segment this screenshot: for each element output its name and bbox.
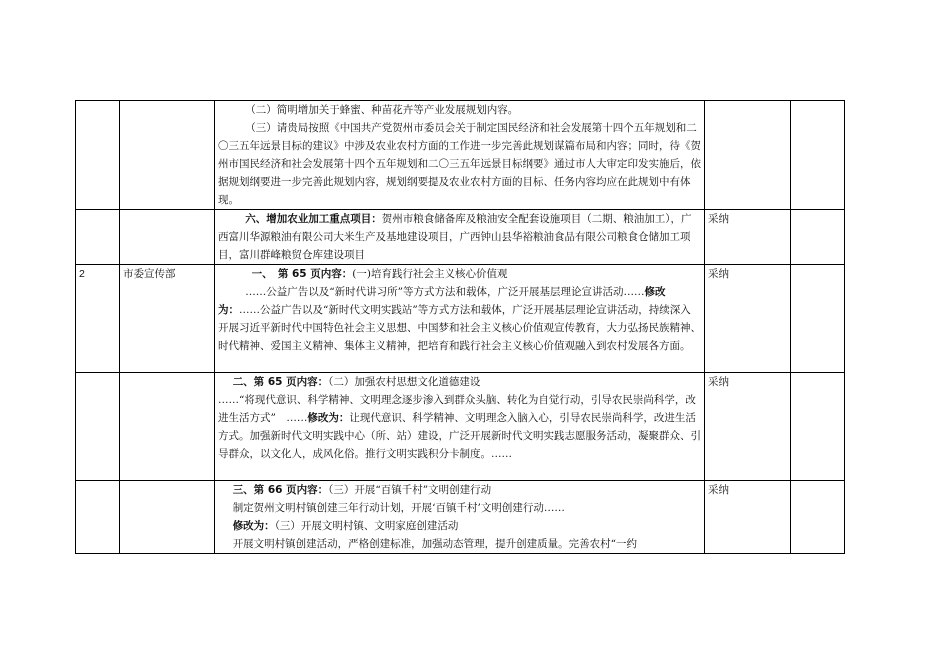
row-number xyxy=(76,101,120,210)
department xyxy=(120,210,215,265)
department xyxy=(120,481,215,554)
result-cell: 采纳 xyxy=(705,373,791,481)
item-heading: 六、增加农业加工重点项目： xyxy=(245,213,382,225)
modify-label: 修改为： xyxy=(218,286,666,316)
modified-text: ……公益广告以及“新时代文明实践站”等方式方法和载体，广泛开展基层理论宣讲活动，持续深入开展习近平新时代中国特色社会主义思想、中国梦和社会主义核心价值观宣传教育，大力弘扬民族精神、时代精神、爱国主义精神、集体主义精神，把培育和践行社会主义核心价值观融入到农村发展各方面。 xyxy=(218,304,701,352)
note-cell xyxy=(791,101,845,210)
content-cell xyxy=(215,481,705,554)
modify-label: 修改为： xyxy=(307,412,350,424)
modified-heading: （三）开展文明村镇、文明家庭创建活动 xyxy=(274,520,459,532)
table-row xyxy=(76,101,845,210)
item-heading: 三、第 66 页内容： xyxy=(232,484,329,496)
modified-text: 让现代意识、科学精神、文明理念入脑入心，引导农民崇尚科学，改进生活方式。加强新时代文明实践中心（所、站）建设，广泛开展新时代文明实践志愿服务活动，凝聚群众、引导群众，以文化人，成风化俗。推行文明实践积分卡制度。…… xyxy=(218,412,701,460)
result-cell: 采纳 xyxy=(705,265,791,373)
row-number: 2 xyxy=(76,265,120,373)
note-cell xyxy=(791,265,845,373)
content-cell xyxy=(215,265,705,373)
row-number xyxy=(76,481,120,554)
table-row xyxy=(76,481,845,554)
item-heading-tail: (一)培育践行社会主义核心价值观 xyxy=(352,268,508,280)
department xyxy=(120,101,215,210)
item-body: 贺州市粮食储备库及粮油安全配套设施项目（二期、粮油加工），广西富川华源粮油有限公司大米生产及基地建设项目，广西钟山县华裕粮油食品有限公司粮食仓储加工项目，富川群峰粮贸仓库建设项目 xyxy=(218,213,692,261)
result-cell: 采纳 xyxy=(705,210,791,265)
original-text: ……“将现代意识、科学精神、文明理念逐步渗入到群众头脑、转化为自觉行动，引导农民崇尚科学，改进生活方式” …… xyxy=(218,394,696,424)
table-row xyxy=(76,265,845,373)
table-row xyxy=(76,373,845,481)
original-text: 制定贺州文明村镇创建三年行动计划，开展‘百镇千村’文明创建行动…… xyxy=(232,502,565,514)
result-cell xyxy=(705,101,791,210)
item-heading: 二、第 65 页内容： xyxy=(232,376,329,388)
item-heading-tail: （三）开展“百镇千村”文明创建行动 xyxy=(328,484,492,496)
note-cell xyxy=(791,373,845,481)
content-cell xyxy=(215,373,705,481)
note-cell xyxy=(791,481,845,554)
modify-label: 修改为： xyxy=(232,520,275,532)
department: 市委宣传部 xyxy=(120,265,215,373)
content-cell xyxy=(215,210,705,265)
item-heading: 一、 第 65 页内容： xyxy=(251,268,353,280)
row-number xyxy=(76,210,120,265)
content-line: （二）简明增加关于蜂蜜、种苗花卉等产业发展规划内容。 xyxy=(245,104,519,116)
row-number xyxy=(76,373,120,481)
department xyxy=(120,373,215,481)
modified-text: 开展文明村镇创建活动，严格创建标准，加强动态管理，提升创建质量。完善农村“一约 xyxy=(232,538,638,550)
item-heading-tail: （二）加强农村思想文化道德建设 xyxy=(328,376,481,388)
content-cell xyxy=(215,101,705,210)
opinion-table xyxy=(75,100,845,554)
content-line: （三）请贵局按照《中国共产党贺州市委员会关于制定国民经济和社会发展第十四个五年规划和二〇三五年远景目标的建议》中涉及农业农村方面的工作进一步完善此规划谋篇布局和内容；同时，待《贺州市国民经济和社会发展第十四个五年规划和二〇三五年远景目标纲要》通过市人大审定印发实施后，依据规划纲要进一步完善此规划内容，规划纲要提及农业农村方面的目标、任务内容均应在此规划中有体现。 xyxy=(218,122,701,206)
note-cell xyxy=(791,210,845,265)
result-cell: 采纳 xyxy=(705,481,791,554)
table-row xyxy=(76,210,845,265)
original-text: ……公益广告以及“新时代讲习所”等方式方法和载体，广泛开展基层理论宣讲活动…… xyxy=(245,286,645,298)
